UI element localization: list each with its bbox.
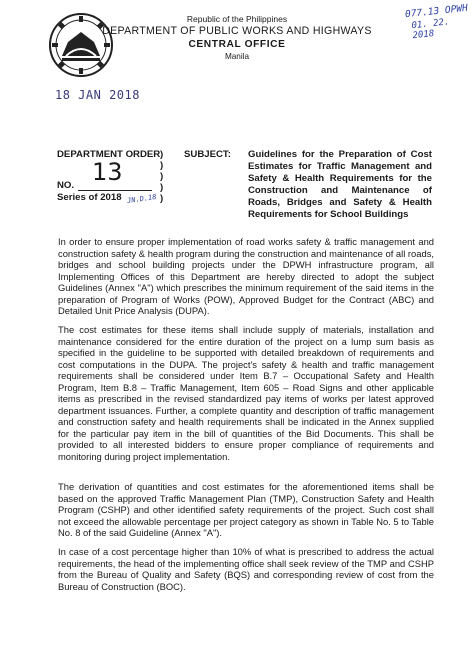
body-paragraph-1: In order to ensure proper implementation of road works safety & traffic management and construction safety & health program during the construction and maintenance of all roads, bridges and school building projects under the DPWH infrastructure program, all Implementing Offices of this Department are hereby directed to adopt the subject Guidelines (Annex "A") which prescribes the minimum requirement of the said items in the preparation of Program of Works (POW), Approved Budget for the Contract (ABC) and Detailed Unit Price Analysis (DUPA). [58, 236, 434, 316]
number-underline [78, 190, 152, 191]
city-name: Manila [224, 52, 250, 61]
republic-line: Republic of the Philippines [186, 14, 288, 24]
handwritten-reference: 077.13 OPWH [404, 2, 469, 21]
paren: ) [160, 193, 164, 204]
series-label: Series of 2018 [57, 192, 122, 203]
date-stamp: 18 JAN 2018 [55, 88, 140, 102]
subject-label: SUBJECT: [184, 149, 231, 160]
department-name: DEPARTMENT OF PUBLIC WORKS AND HIGHWAYS [102, 25, 372, 37]
paren: ) [160, 171, 164, 182]
department-order-label: DEPARTMENT ORDER [57, 149, 161, 160]
paren: ) [160, 149, 164, 160]
handwritten-date: 01. 22. 2018 [411, 17, 450, 42]
number-label: NO. [57, 180, 75, 191]
body-paragraph-4: In case of a cost percentage higher than 10% of what is prescribed to address the actual requirements, the head of the implementing office shall seek review of the TMP and CSHP from the Bureau of Quality and Safety (BQS) and corresponding review of cost from the Bureau of Construction (BOC). [58, 546, 434, 592]
office-name: CENTRAL OFFICE [188, 39, 286, 50]
body-paragraph-3: The derivation of quantities and cost estimates for the aforementioned items shall be based on the approved Traffic Management Plan (TMP), Construction Safety and Health Program (CSHP) and other identified safety requirements of the project. Such cost shall not exceed the allowable percentage per project category as shown in Table No. 5 to Table No. 8 of the said Guideline (Annex "A"). [58, 481, 434, 538]
paren: ) [160, 182, 164, 193]
order-number: 13 [92, 158, 123, 186]
body-paragraph-2: The cost estimates for these items shall include supply of materials, installation and maintenance considered for the entire duration of the project on a lump sum basis as specified in the guideline to be supported with detailed breakdown of requirements and cost computations in the DUPA. The project's safety & health and traffic management requirements shall be considered under Item B.7 – Occupational Safety and Health Program, Item B.8 – Traffic Management, Item 605 – Road Signs and other applicable items as prescribed in the revised standardized pay items of works per latest approved department issuances. Further, a complete quantity and description of traffic management and construction safety and health requirements shall be indicated in the Annex supplied for the particular pay item in the bill of quantities of the Bid Documents. This shall be provided to all interested bidders to ensure proper compliance of requirements and monitoring during project implementation. [58, 324, 434, 462]
handwritten-initials: JN.D.18 [126, 192, 157, 206]
subject-text: Guidelines for the Preparation of Cost Estimates for Traffic Management and Safety & Health Requirements for the Construction and Maintenance of Roads, Bridges and Safety & Health Requirements for School Buildings [248, 149, 432, 220]
paren: ) [160, 160, 164, 171]
